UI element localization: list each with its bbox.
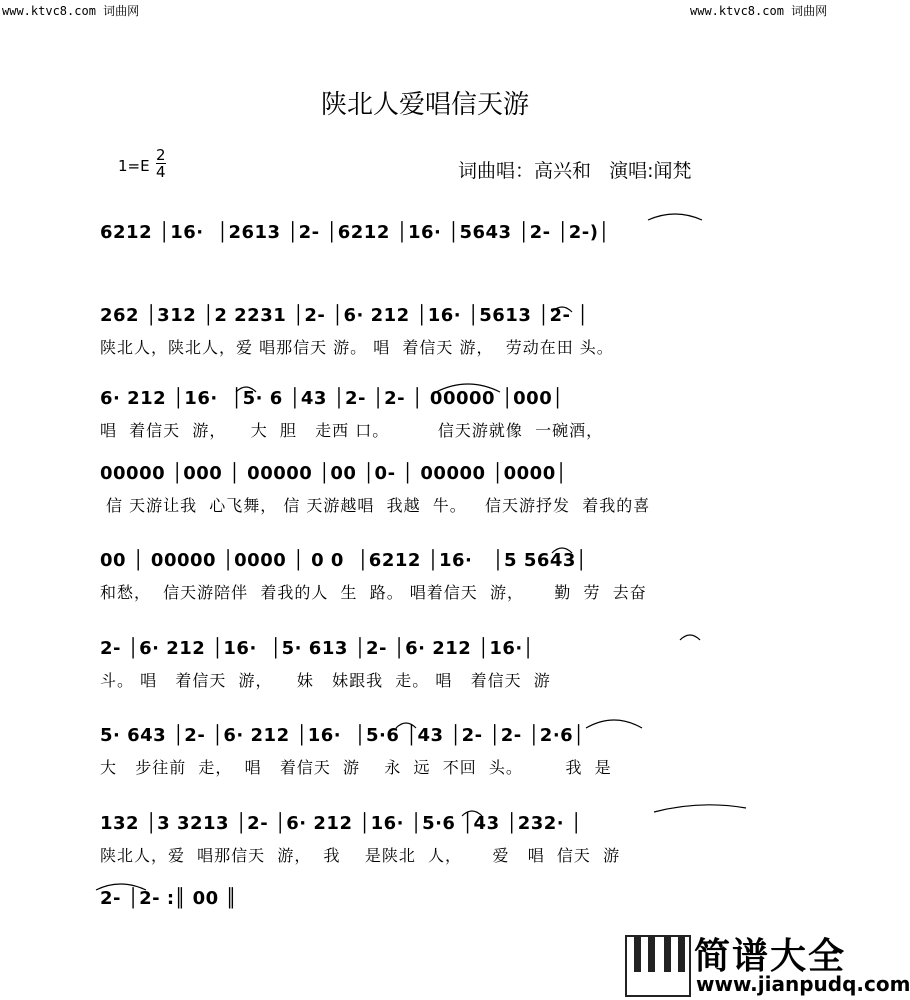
score-row-8-lyrics: 陕北人，爱 唱那信天 游， 我 是陕北 人， 爱 唱 信天 游 [100, 846, 621, 865]
slur-arc [236, 387, 256, 392]
score-row-4-notes: 00000 │000 │ 00000 │00 │0‑ │ 00000 │0000│ [100, 463, 568, 484]
score-row-2-lyrics: 陕北人，陕北人，爱 唱那信天 游。 唱 着信天 游， 劳动在田 头。 [100, 338, 614, 357]
score-row-7-notes: 5· 643 │2‑ │6· 212 │16· │5·6 │43 │2‑ │2‑ │2·6│ [100, 725, 585, 746]
tie-arc [648, 214, 702, 220]
slur-arc [396, 723, 416, 728]
slur-arc [552, 307, 572, 312]
tie-arc [654, 805, 746, 812]
time-signature-bottom: 4 [156, 163, 166, 181]
key-signature: 1=E [118, 157, 150, 175]
score-row-6-notes: 2‑ │6· 212 │16· │5· 613 │2‑ │6· 212 │16·│ [100, 638, 535, 659]
score-row-7-lyrics: 大 步往前 走， 唱 着信天 游 永 远 不回 头。 我 是 [100, 758, 612, 777]
logo-url: www.jianpudq.com [696, 972, 910, 996]
score-row-2-notes: 262 │312 │2 2231 │2‑ │6· 212 │16· │5613 │2‑ │ [100, 305, 589, 326]
score-row-1-notes: 6212 │16· │2613 │2‑ │6212 │16· │5643 │2‑ │2‑)│ [100, 222, 610, 243]
time-signature-top: 2 [156, 146, 166, 164]
slur-arc [462, 811, 482, 816]
logo-name: 简谱大全 [694, 936, 847, 977]
tie-arc [436, 384, 500, 392]
score-row-9-notes: 2‑ │2‑ :║ 00 ║ [100, 888, 237, 909]
score-row-6-lyrics: 斗。 唱 着信天 游， 妹 妹跟我 走。 唱 着信天 游 [100, 671, 551, 690]
score-row-8-notes: 132 │3 3213 │2‑ │6· 212 │16· │5·6 │43 │232· │ [100, 813, 583, 834]
score-row-4-lyrics: 信 天游让我 心飞舞， 信 天游越唱 我越 牛。 信天游抒发 着我的喜 [106, 496, 651, 515]
song-title: 陕北人爱唱信天游 [320, 90, 529, 120]
slur-arc [680, 635, 700, 640]
score-row-3-lyrics: 唱 着信天 游， 大 胆 走西 口。 信天游就像 一碗酒， [100, 421, 604, 440]
watermark-left: www.ktvc8.com 词曲网 [2, 4, 140, 18]
tie-arc [586, 720, 642, 728]
watermark-right: www.ktvc8.com 词曲网 [690, 4, 828, 18]
tie-arc [96, 884, 146, 890]
slur-arc [552, 548, 572, 553]
credits: 词曲唱：高兴和 演唱:闻梵 [458, 160, 692, 182]
score-row-5-lyrics: 和愁， 信天游陪伴 着我的人 生 路。 唱着信天 游， 勤 劳 去奋 [100, 583, 647, 602]
score-row-3-notes: 6· 212 │16· │5· 6 │43 │2‑ │2‑ │ 00000 │000│ [100, 388, 564, 409]
score-row-5-notes: 00 │ 00000 │0000 │ 0 0 │6212 │16· │5 5643│ [100, 550, 588, 571]
